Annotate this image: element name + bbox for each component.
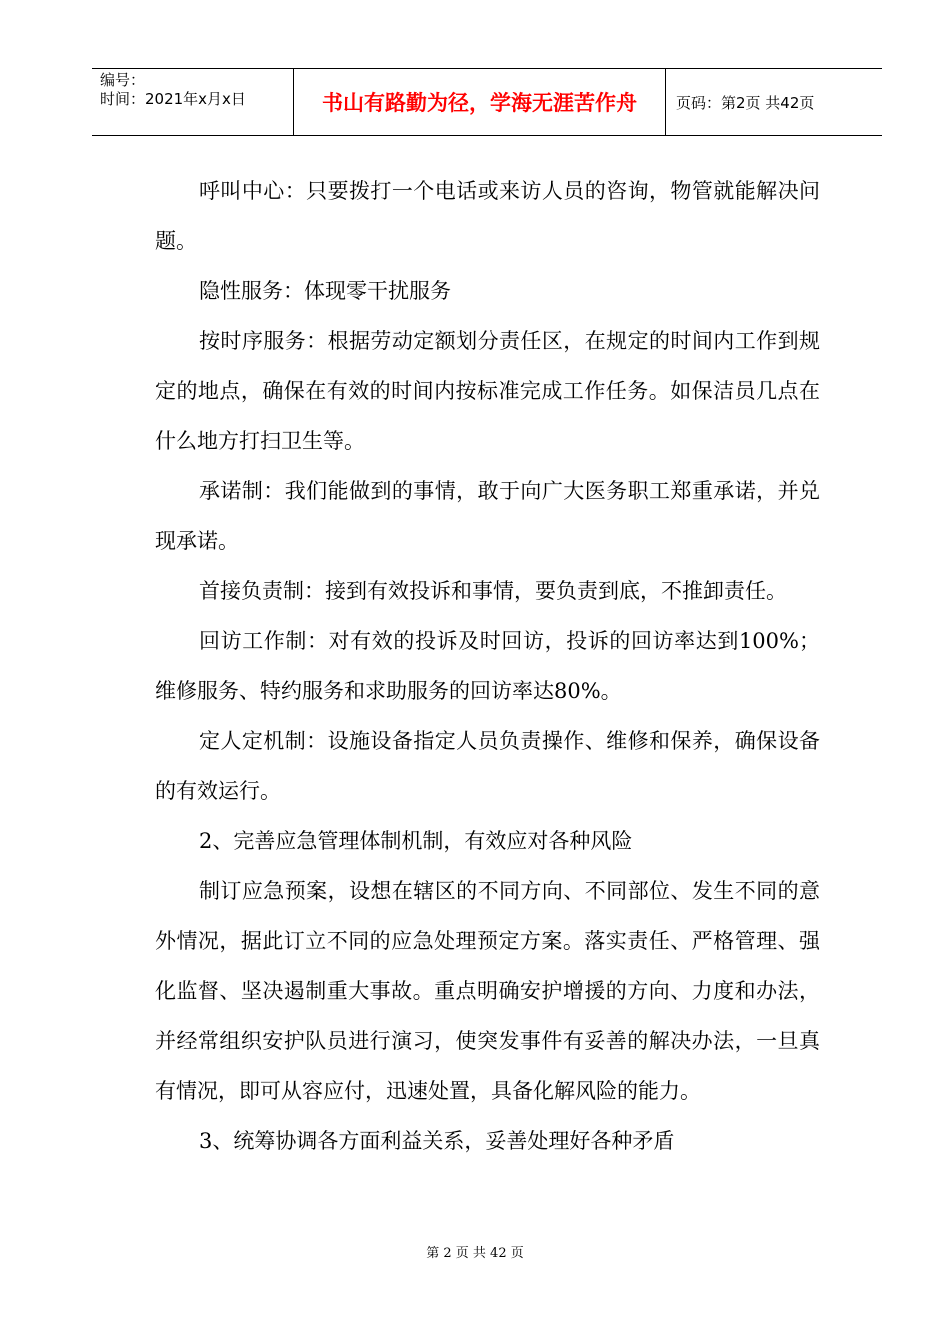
paragraph: 制订应急预案，设想在辖区的不同方向、不同部位、发生不同的意外情况，据此订立不同的应急处理预定方案。落实责任、严格管理、强化监督、坚决遏制重大事故。重点明确安护增援的方向、力度和办法，并经常组织安护队员进行演习，使突发事件有妥善的解决办法，一旦真有情况，即可从容应付，迅速处置，具备化解风险的能力。 xyxy=(155,879,820,1103)
header-page-info: 页码：第2页 共42页 xyxy=(676,93,815,112)
header-motto: 书山有路勤为径，学海无涯苦作舟 xyxy=(322,91,637,115)
document-body xyxy=(155,166,820,1166)
paragraph: 首接负责制：接到有效投诉和事情，要负责到底，不推卸责任。 xyxy=(199,579,787,603)
paragraph: 隐性服务：体现零干扰服务 xyxy=(199,279,451,303)
header-divider xyxy=(665,69,666,135)
document-time-label: 时间：2021年x月x日 xyxy=(100,90,246,108)
paragraph: 回访工作制：对有效的投诉及时回访，投诉的回访率达到100%；维修服务、特约服务和求助服务的回访率达80%。 xyxy=(155,629,820,703)
paragraph: 承诺制：我们能做到的事情，敢于向广大医务职工郑重承诺，并兑现承诺。 xyxy=(155,479,820,553)
section-heading: 2、完善应急管理体制机制，有效应对各种风险 xyxy=(199,829,633,853)
document-header xyxy=(92,68,882,136)
header-meta xyxy=(92,69,292,135)
section-heading: 3、统筹协调各方面利益关系，妥善处理好各种矛盾 xyxy=(199,1129,675,1153)
paragraph: 呼叫中心：只要拨打一个电话或来访人员的咨询，物管就能解决问题。 xyxy=(155,179,820,253)
paragraph: 定人定机制：设施设备指定人员负责操作、维修和保养，确保设备的有效运行。 xyxy=(155,729,820,803)
document-number-label: 编号： xyxy=(100,71,146,89)
page-footer: 第 2 页 共 42 页 xyxy=(426,1246,524,1261)
paragraph: 按时序服务：根据劳动定额划分责任区，在规定的时间内工作到规定的地点，确保在有效的时间内按标准完成工作任务。如保洁员几点在什么地方打扫卫生等。 xyxy=(155,329,820,453)
